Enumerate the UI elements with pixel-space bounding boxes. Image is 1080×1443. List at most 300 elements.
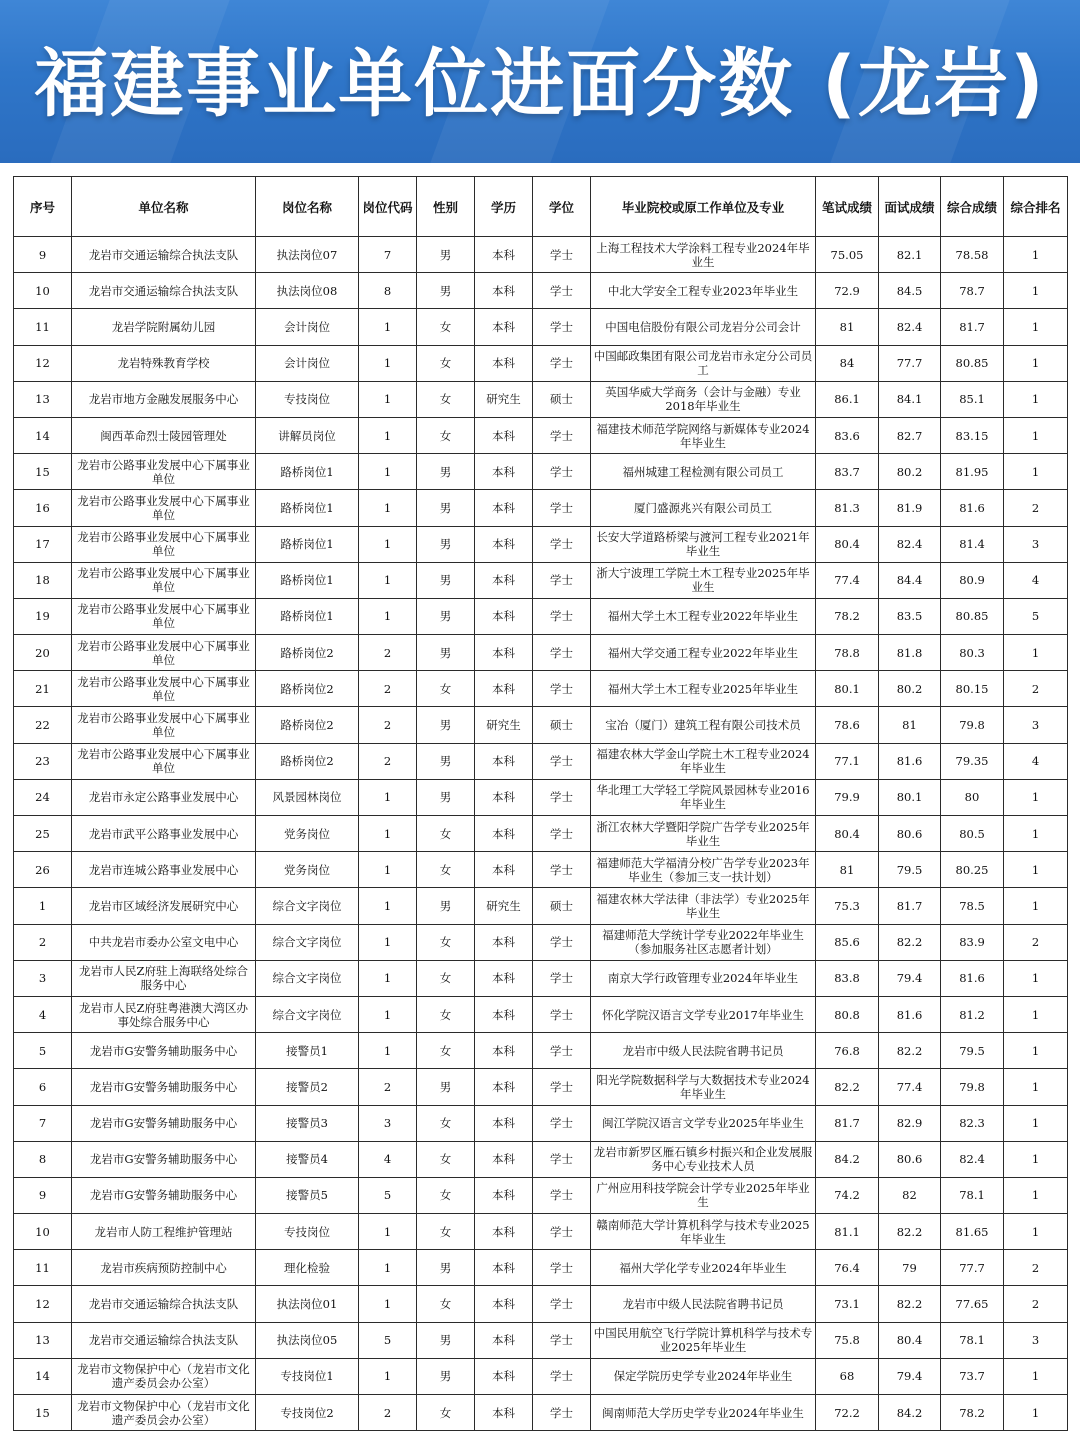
cell-position-name: 执法岗位07: [256, 237, 359, 273]
cell-unit-name: 闽西革命烈士陵园管理处: [72, 417, 256, 453]
cell-gender: 男: [417, 888, 475, 924]
cell-school-or-employer: 厦门盛源兆兴有限公司员工: [591, 490, 816, 526]
cell-rank: 2: [1004, 1286, 1068, 1322]
cell-total-score: 80.85: [941, 598, 1004, 634]
cell-total-score: 77.65: [941, 1286, 1004, 1322]
cell-seq: 11: [14, 309, 72, 345]
cell-interview-score: 80.1: [879, 779, 941, 815]
table-row: [14, 1069, 1068, 1105]
cell-gender: 女: [417, 381, 475, 417]
cell-education: 本科: [475, 924, 533, 960]
cell-position-name: 专技岗位: [256, 1214, 359, 1250]
cell-gender: 男: [417, 526, 475, 562]
cell-degree: 学士: [533, 1322, 591, 1358]
cell-position-code: 5: [359, 1322, 417, 1358]
cell-school-or-employer: 福建农林大学金山学院土木工程专业2024年毕业生: [591, 743, 816, 779]
table-row: [14, 1141, 1068, 1177]
cell-total-score: 82.4: [941, 1141, 1004, 1177]
cell-rank: 1: [1004, 1395, 1068, 1431]
cell-rank: 5: [1004, 598, 1068, 634]
table-row: [14, 526, 1068, 562]
cell-position-code: 7: [359, 237, 417, 273]
cell-gender: 女: [417, 852, 475, 888]
cell-total-score: 73.7: [941, 1358, 1004, 1394]
cell-unit-name: 龙岩学院附属幼儿园: [72, 309, 256, 345]
cell-degree: 学士: [533, 417, 591, 453]
cell-seq: 26: [14, 852, 72, 888]
cell-position-name: 综合文字岗位: [256, 888, 359, 924]
cell-position-name: 路桥岗位1: [256, 598, 359, 634]
cell-position-code: 2: [359, 1395, 417, 1431]
cell-total-score: 81.65: [941, 1214, 1004, 1250]
cell-rank: 3: [1004, 526, 1068, 562]
cell-position-code: 1: [359, 1214, 417, 1250]
cell-seq: 5: [14, 1033, 72, 1069]
table-row: [14, 381, 1068, 417]
cell-position-code: 2: [359, 707, 417, 743]
cell-written-score: 72.2: [816, 1395, 879, 1431]
cell-total-score: 80.15: [941, 671, 1004, 707]
table-row: [14, 1395, 1068, 1431]
cell-interview-score: 84.5: [879, 273, 941, 309]
cell-written-score: 80.8: [816, 996, 879, 1032]
page-title: 福建事业单位进面分数 (龙岩): [34, 41, 1046, 127]
cell-unit-name: 龙岩市公路事业发展中心下属事业单位: [72, 707, 256, 743]
cell-gender: 男: [417, 707, 475, 743]
cell-written-score: 68: [816, 1358, 879, 1394]
cell-total-score: 78.1: [941, 1177, 1004, 1213]
cell-written-score: 83.6: [816, 417, 879, 453]
cell-written-score: 81.7: [816, 1105, 879, 1141]
cell-degree: 学士: [533, 635, 591, 671]
cell-position-code: 1: [359, 345, 417, 381]
cell-written-score: 79.9: [816, 779, 879, 815]
cell-position-code: 2: [359, 635, 417, 671]
cell-unit-name: 龙岩市公路事业发展中心下属事业单位: [72, 562, 256, 598]
title-banner: [0, 0, 1080, 163]
cell-rank: 1: [1004, 816, 1068, 852]
cell-interview-score: 84.1: [879, 381, 941, 417]
cell-education: 本科: [475, 1033, 533, 1069]
cell-total-score: 78.58: [941, 237, 1004, 273]
cell-total-score: 81.95: [941, 454, 1004, 490]
cell-total-score: 78.1: [941, 1322, 1004, 1358]
cell-education: 本科: [475, 1358, 533, 1394]
cell-rank: 2: [1004, 924, 1068, 960]
cell-education: 本科: [475, 454, 533, 490]
cell-school-or-employer: 福州大学交通工程专业2022年毕业生: [591, 635, 816, 671]
cell-interview-score: 84.4: [879, 562, 941, 598]
cell-written-score: 77.1: [816, 743, 879, 779]
cell-written-score: 80.1: [816, 671, 879, 707]
cell-school-or-employer: 阳光学院数据科学与大数据技术专业2024年毕业生: [591, 1069, 816, 1105]
cell-degree: 学士: [533, 852, 591, 888]
score-table-container: [13, 176, 1067, 1431]
cell-position-name: 会计岗位: [256, 309, 359, 345]
cell-unit-name: 龙岩市公路事业发展中心下属事业单位: [72, 598, 256, 634]
cell-seq: 14: [14, 417, 72, 453]
cell-total-score: 80.85: [941, 345, 1004, 381]
cell-position-code: 1: [359, 1358, 417, 1394]
cell-position-name: 专技岗位1: [256, 1358, 359, 1394]
cell-written-score: 75.05: [816, 237, 879, 273]
cell-education: 研究生: [475, 381, 533, 417]
cell-rank: 4: [1004, 743, 1068, 779]
cell-degree: 学士: [533, 816, 591, 852]
cell-written-score: 84: [816, 345, 879, 381]
cell-interview-score: 80.6: [879, 816, 941, 852]
cell-education: 研究生: [475, 888, 533, 924]
cell-school-or-employer: 福州城建工程检测有限公司员工: [591, 454, 816, 490]
cell-rank: 1: [1004, 237, 1068, 273]
cell-rank: 2: [1004, 1250, 1068, 1286]
table-row: [14, 417, 1068, 453]
cell-education: 研究生: [475, 707, 533, 743]
cell-total-score: 78.5: [941, 888, 1004, 924]
cell-total-score: 82.3: [941, 1105, 1004, 1141]
cell-written-score: 73.1: [816, 1286, 879, 1322]
header-position-code: 岗位代码: [359, 177, 417, 237]
cell-unit-name: 龙岩市G安警务辅助服务中心: [72, 1105, 256, 1141]
cell-interview-score: 82.7: [879, 417, 941, 453]
cell-unit-name: 龙岩市G安警务辅助服务中心: [72, 1141, 256, 1177]
cell-position-code: 2: [359, 743, 417, 779]
table-row: [14, 635, 1068, 671]
cell-position-code: 3: [359, 1105, 417, 1141]
cell-education: 本科: [475, 960, 533, 996]
cell-gender: 女: [417, 1141, 475, 1177]
cell-gender: 女: [417, 1105, 475, 1141]
cell-unit-name: 龙岩市G安警务辅助服务中心: [72, 1177, 256, 1213]
cell-seq: 9: [14, 237, 72, 273]
cell-school-or-employer: 中国电信股份有限公司龙岩分公司会计: [591, 309, 816, 345]
cell-position-code: 1: [359, 598, 417, 634]
cell-interview-score: 81.6: [879, 743, 941, 779]
cell-degree: 学士: [533, 779, 591, 815]
cell-interview-score: 82.2: [879, 924, 941, 960]
cell-position-name: 综合文字岗位: [256, 996, 359, 1032]
cell-position-name: 执法岗位01: [256, 1286, 359, 1322]
cell-unit-name: 龙岩市人防工程维护管理站: [72, 1214, 256, 1250]
cell-position-code: 1: [359, 381, 417, 417]
cell-position-name: 专技岗位2: [256, 1395, 359, 1431]
cell-interview-score: 82.2: [879, 1214, 941, 1250]
cell-position-name: 路桥岗位2: [256, 635, 359, 671]
cell-rank: 1: [1004, 779, 1068, 815]
cell-rank: 1: [1004, 345, 1068, 381]
cell-interview-score: 82.1: [879, 237, 941, 273]
cell-degree: 学士: [533, 562, 591, 598]
cell-rank: 3: [1004, 707, 1068, 743]
cell-position-code: 1: [359, 888, 417, 924]
cell-gender: 女: [417, 996, 475, 1032]
table-row: [14, 671, 1068, 707]
cell-school-or-employer: 上海工程技术大学涂料工程专业2024年毕业生: [591, 237, 816, 273]
cell-education: 本科: [475, 490, 533, 526]
cell-interview-score: 82.4: [879, 526, 941, 562]
cell-gender: 女: [417, 671, 475, 707]
cell-total-score: 85.1: [941, 381, 1004, 417]
table-row: [14, 960, 1068, 996]
cell-written-score: 86.1: [816, 381, 879, 417]
cell-total-score: 81.6: [941, 490, 1004, 526]
table-row: [14, 1322, 1068, 1358]
cell-seq: 24: [14, 779, 72, 815]
cell-seq: 15: [14, 454, 72, 490]
cell-rank: 1: [1004, 635, 1068, 671]
cell-unit-name: 龙岩市交通运输综合执法支队: [72, 237, 256, 273]
cell-unit-name: 龙岩市文物保护中心（龙岩市文化遗产委员会办公室）: [72, 1395, 256, 1431]
cell-degree: 学士: [533, 454, 591, 490]
cell-seq: 14: [14, 1358, 72, 1394]
cell-education: 本科: [475, 1105, 533, 1141]
cell-position-code: 1: [359, 490, 417, 526]
cell-unit-name: 龙岩市疾病预防控制中心: [72, 1250, 256, 1286]
cell-seq: 7: [14, 1105, 72, 1141]
cell-school-or-employer: 保定学院历史学专业2024年毕业生: [591, 1358, 816, 1394]
cell-degree: 学士: [533, 1250, 591, 1286]
cell-interview-score: 82: [879, 1177, 941, 1213]
cell-school-or-employer: 闽江学院汉语言文学专业2025年毕业生: [591, 1105, 816, 1141]
cell-unit-name: 龙岩市交通运输综合执法支队: [72, 273, 256, 309]
cell-seq: 6: [14, 1069, 72, 1105]
table-row: [14, 1105, 1068, 1141]
cell-unit-name: 中共龙岩市委办公室文电中心: [72, 924, 256, 960]
cell-position-name: 党务岗位: [256, 852, 359, 888]
cell-rank: 2: [1004, 490, 1068, 526]
cell-gender: 女: [417, 816, 475, 852]
header-rank: 综合排名: [1004, 177, 1068, 237]
cell-seq: 19: [14, 598, 72, 634]
cell-degree: 学士: [533, 273, 591, 309]
cell-unit-name: 龙岩市公路事业发展中心下属事业单位: [72, 743, 256, 779]
cell-interview-score: 80.2: [879, 454, 941, 490]
cell-total-score: 81.7: [941, 309, 1004, 345]
cell-unit-name: 龙岩市文物保护中心（龙岩市文化遗产委员会办公室）: [72, 1358, 256, 1394]
cell-total-score: 81.2: [941, 996, 1004, 1032]
table-row: [14, 237, 1068, 273]
cell-gender: 男: [417, 1358, 475, 1394]
cell-degree: 学士: [533, 1105, 591, 1141]
cell-position-name: 党务岗位: [256, 816, 359, 852]
cell-gender: 女: [417, 924, 475, 960]
cell-position-name: 综合文字岗位: [256, 960, 359, 996]
cell-interview-score: 81: [879, 707, 941, 743]
cell-written-score: 75.3: [816, 888, 879, 924]
cell-school-or-employer: 中国邮政集团有限公司龙岩市永定分公司员工: [591, 345, 816, 381]
table-row: [14, 490, 1068, 526]
cell-written-score: 78.6: [816, 707, 879, 743]
cell-written-score: 83.8: [816, 960, 879, 996]
cell-written-score: 77.4: [816, 562, 879, 598]
cell-position-code: 1: [359, 309, 417, 345]
cell-school-or-employer: 福建农林大学法律（非法学）专业2025年毕业生: [591, 888, 816, 924]
cell-written-score: 83.7: [816, 454, 879, 490]
cell-interview-score: 80.2: [879, 671, 941, 707]
cell-gender: 女: [417, 1214, 475, 1250]
cell-position-name: 路桥岗位1: [256, 562, 359, 598]
cell-written-score: 81: [816, 852, 879, 888]
cell-gender: 男: [417, 743, 475, 779]
cell-education: 本科: [475, 1395, 533, 1431]
cell-position-name: 理化检验: [256, 1250, 359, 1286]
cell-total-score: 79.8: [941, 1069, 1004, 1105]
cell-education: 本科: [475, 598, 533, 634]
cell-written-score: 78.8: [816, 635, 879, 671]
table-row: [14, 743, 1068, 779]
cell-total-score: 80.9: [941, 562, 1004, 598]
cell-gender: 女: [417, 960, 475, 996]
header-total-score: 综合成绩: [941, 177, 1004, 237]
cell-written-score: 80.4: [816, 816, 879, 852]
cell-interview-score: 79.4: [879, 1358, 941, 1394]
cell-degree: 学士: [533, 1069, 591, 1105]
cell-rank: 2: [1004, 671, 1068, 707]
cell-school-or-employer: 龙岩市新罗区雁石镇乡村振兴和企业发展服务中心专业技术人员: [591, 1141, 816, 1177]
cell-degree: 学士: [533, 996, 591, 1032]
cell-education: 本科: [475, 1250, 533, 1286]
cell-education: 本科: [475, 1069, 533, 1105]
cell-school-or-employer: 中国民用航空飞行学院计算机科学与技术专业2025年毕业生: [591, 1322, 816, 1358]
cell-position-name: 接警员5: [256, 1177, 359, 1213]
cell-gender: 男: [417, 490, 475, 526]
cell-degree: 学士: [533, 1358, 591, 1394]
cell-position-code: 1: [359, 960, 417, 996]
cell-education: 本科: [475, 816, 533, 852]
cell-interview-score: 82.2: [879, 1286, 941, 1322]
cell-degree: 学士: [533, 1286, 591, 1322]
cell-seq: 3: [14, 960, 72, 996]
cell-degree: 学士: [533, 960, 591, 996]
cell-total-score: 80.3: [941, 635, 1004, 671]
cell-seq: 12: [14, 345, 72, 381]
cell-unit-name: 龙岩市交通运输综合执法支队: [72, 1286, 256, 1322]
cell-rank: 1: [1004, 417, 1068, 453]
cell-position-name: 接警员1: [256, 1033, 359, 1069]
cell-unit-name: 龙岩市公路事业发展中心下属事业单位: [72, 526, 256, 562]
header-degree: 学位: [533, 177, 591, 237]
cell-education: 本科: [475, 671, 533, 707]
cell-gender: 男: [417, 1322, 475, 1358]
header-written-score: 笔试成绩: [816, 177, 879, 237]
cell-written-score: 76.4: [816, 1250, 879, 1286]
cell-seq: 16: [14, 490, 72, 526]
table-header-row: [14, 177, 1068, 237]
cell-position-name: 路桥岗位2: [256, 743, 359, 779]
cell-degree: 学士: [533, 924, 591, 960]
cell-gender: 男: [417, 779, 475, 815]
cell-seq: 18: [14, 562, 72, 598]
cell-education: 本科: [475, 273, 533, 309]
cell-total-score: 81.6: [941, 960, 1004, 996]
header-interview-score: 面试成绩: [879, 177, 941, 237]
cell-school-or-employer: 闽南师范大学历史学专业2024年毕业生: [591, 1395, 816, 1431]
cell-written-score: 81.3: [816, 490, 879, 526]
cell-seq: 8: [14, 1141, 72, 1177]
cell-position-code: 1: [359, 1250, 417, 1286]
cell-school-or-employer: 浙江农林大学暨阳学院广告学专业2025年毕业生: [591, 816, 816, 852]
cell-written-score: 82.2: [816, 1069, 879, 1105]
cell-education: 本科: [475, 562, 533, 598]
cell-education: 本科: [475, 345, 533, 381]
cell-position-name: 执法岗位08: [256, 273, 359, 309]
cell-school-or-employer: 福建师范大学福清分校广告学专业2023年毕业生（参加三支一扶计划）: [591, 852, 816, 888]
cell-rank: 1: [1004, 381, 1068, 417]
cell-gender: 女: [417, 1177, 475, 1213]
cell-gender: 男: [417, 598, 475, 634]
cell-position-code: 1: [359, 852, 417, 888]
cell-position-code: 1: [359, 816, 417, 852]
cell-seq: 21: [14, 671, 72, 707]
cell-seq: 15: [14, 1395, 72, 1431]
cell-written-score: 76.8: [816, 1033, 879, 1069]
table-row: [14, 454, 1068, 490]
header-school-or-employer: 毕业院校或原工作单位及专业: [591, 177, 816, 237]
cell-gender: 男: [417, 562, 475, 598]
cell-degree: 学士: [533, 1177, 591, 1213]
cell-school-or-employer: 怀化学院汉语言文学专业2017年毕业生: [591, 996, 816, 1032]
table-body: [14, 237, 1068, 1431]
cell-degree: 学士: [533, 345, 591, 381]
cell-degree: 学士: [533, 490, 591, 526]
cell-unit-name: 龙岩市公路事业发展中心下属事业单位: [72, 490, 256, 526]
header-education: 学历: [475, 177, 533, 237]
cell-school-or-employer: 长安大学道路桥梁与渡河工程专业2021年毕业生: [591, 526, 816, 562]
cell-unit-name: 龙岩市公路事业发展中心下属事业单位: [72, 635, 256, 671]
cell-position-name: 执法岗位05: [256, 1322, 359, 1358]
cell-position-name: 路桥岗位2: [256, 707, 359, 743]
cell-gender: 男: [417, 273, 475, 309]
cell-position-name: 接警员4: [256, 1141, 359, 1177]
cell-interview-score: 80.4: [879, 1322, 941, 1358]
table-row: [14, 1358, 1068, 1394]
cell-position-code: 1: [359, 562, 417, 598]
cell-degree: 硕士: [533, 707, 591, 743]
cell-interview-score: 81.9: [879, 490, 941, 526]
cell-education: 本科: [475, 852, 533, 888]
table-row: [14, 1177, 1068, 1213]
cell-gender: 男: [417, 454, 475, 490]
cell-school-or-employer: 龙岩市中级人民法院省聘书记员: [591, 1033, 816, 1069]
cell-position-name: 专技岗位: [256, 381, 359, 417]
table-row: [14, 924, 1068, 960]
cell-written-score: 75.8: [816, 1322, 879, 1358]
header-gender: 性别: [417, 177, 475, 237]
table-row: [14, 707, 1068, 743]
cell-gender: 男: [417, 1069, 475, 1105]
cell-degree: 学士: [533, 1033, 591, 1069]
cell-rank: 3: [1004, 1322, 1068, 1358]
cell-gender: 男: [417, 237, 475, 273]
cell-unit-name: 龙岩市武平公路事业发展中心: [72, 816, 256, 852]
cell-seq: 11: [14, 1250, 72, 1286]
cell-gender: 女: [417, 1286, 475, 1322]
cell-seq: 12: [14, 1286, 72, 1322]
cell-education: 本科: [475, 635, 533, 671]
table-row: [14, 852, 1068, 888]
cell-unit-name: 龙岩市公路事业发展中心下属事业单位: [72, 671, 256, 707]
cell-school-or-employer: 福建师范大学统计学专业2022年毕业生（参加服务社区志愿者计划）: [591, 924, 816, 960]
cell-unit-name: 龙岩市人民Z府驻粤港澳大湾区办事处综合服务中心: [72, 996, 256, 1032]
cell-seq: 23: [14, 743, 72, 779]
cell-seq: 4: [14, 996, 72, 1032]
cell-school-or-employer: 中北大学安全工程专业2023年毕业生: [591, 273, 816, 309]
cell-education: 本科: [475, 1177, 533, 1213]
cell-total-score: 79.8: [941, 707, 1004, 743]
cell-position-code: 1: [359, 1286, 417, 1322]
cell-unit-name: 龙岩特殊教育学校: [72, 345, 256, 381]
cell-total-score: 83.9: [941, 924, 1004, 960]
